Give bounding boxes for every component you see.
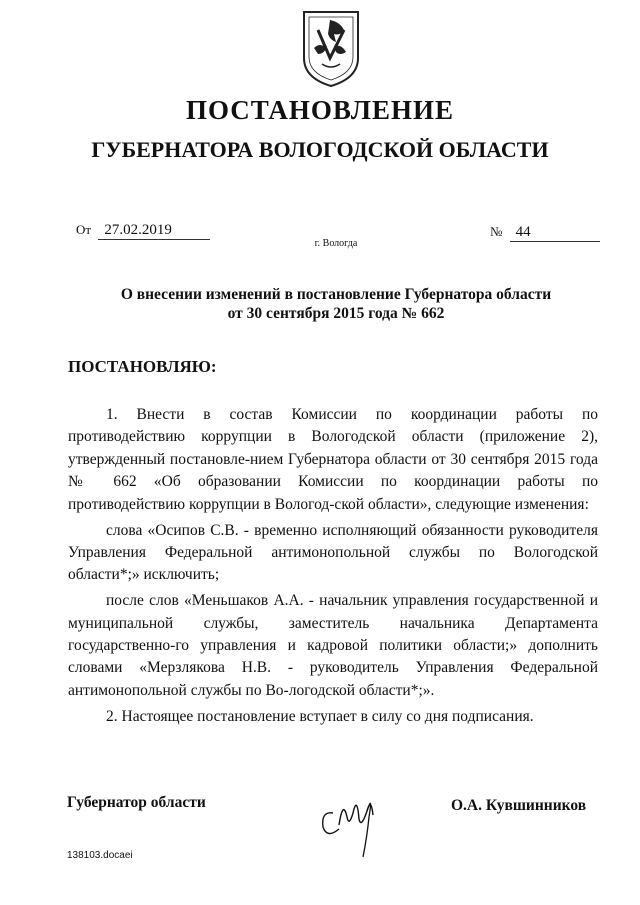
coat-of-arms-icon	[300, 8, 362, 88]
number-value: 44	[510, 224, 600, 242]
decree-word: ПОСТАНОВЛЯЮ:	[68, 357, 217, 376]
signatory-position: Губернатор области	[67, 794, 206, 811]
body-paragraph-4: 2. Настоящее постановление вступает в силу со дня подписания.	[106, 707, 534, 725]
subject-line-2: от 30 сентября 2015 года № 662	[227, 305, 445, 322]
document-body	[68, 404, 598, 732]
document-title: ПОСТАНОВЛЕНИЕ	[185, 95, 455, 125]
date-prefix: От	[76, 222, 92, 237]
body-paragraph-3: после слов «Меньшаков А.А. - начальник управления государственной и муниципальной службы, заместитель начальника Департамента государственно-го управления и кадровой политики области;» дополнить словами «Мерзлякова Н.В. - руководитель Управления Федеральной антимонопольной службы по Во-логодской области*;».	[68, 592, 598, 699]
body-paragraph-1: 1. Внести в состав Комиссии по координации работы по противодействию коррупции в Вологодской области (приложение 2), утвержденный постановле-нием Губернатора области от 30 сентября 2015 года № 662 «Об образовании Комиссии по координации работы по противодействию коррупции в Вологод-ской области», следующие изменения:	[68, 406, 598, 513]
subject-heading	[0, 285, 640, 323]
document-subtitle: ГУБЕРНАТОРА ВОЛОГОДСКОЙ ОБЛАСТИ	[91, 137, 549, 162]
subject-line-1: О внесении изменений в постановление Губернатора области	[120, 286, 552, 303]
handwritten-signature-icon	[315, 775, 385, 865]
signatory-name: О.А. Кувшинников	[451, 797, 587, 814]
document-file-id: 138103.docaei	[67, 850, 133, 861]
city: г. Вологда	[314, 238, 358, 249]
number-prefix: №	[490, 224, 503, 239]
body-paragraph-2: слова «Осипов С.В. - временно исполняющий обязанности руководителя Управления Федеральной антимонопольной службы по Вологодской области*;» исключить;	[68, 521, 598, 584]
date-value: 27.02.2019	[98, 222, 210, 240]
